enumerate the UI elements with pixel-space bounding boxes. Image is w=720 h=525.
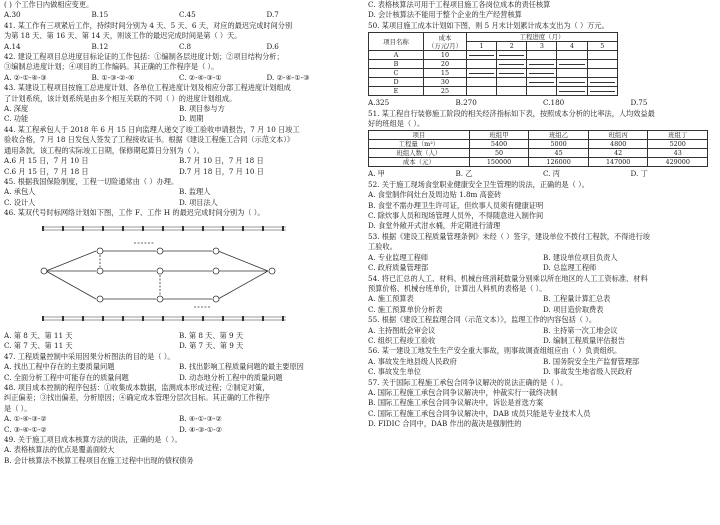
options [4,445,354,466]
question-text: 好的班组是（ ）。 [368,119,425,129]
question-text: 通用条款，该工程的实际竣工日期，保修期起算日分别为（ ）。 [4,145,204,155]
question-48 [4,383,354,435]
option-a: A. 食堂制作间灶台及周边贴 1.8m 高瓷砖 [368,190,502,200]
table-cell: 成本（元） [369,158,470,167]
question-text: 55. 根据《建设工程监理合同（示范文本）》，监理工作的内容包括（ ）。 [368,315,597,325]
table-cell: 50 [469,149,529,158]
table-cell: 429000 [648,158,708,167]
table-cell: 30 [424,78,467,87]
option-a: A.30 [4,10,21,20]
table-header-cell: 1 [467,42,497,51]
option-b: B. 国务院安全生产监督管理部 [543,356,640,366]
option-d: D. 事故发生地省级人民政府 [543,367,633,377]
option-b: B.270 [455,98,477,108]
option-d: D.7 [266,10,279,20]
question-text: 50. 某项目施工成本计划如下图，则 5 月末计划累计成本支出为（ ）万元。 [368,20,609,30]
table-header-cell: 班组甲 [469,131,529,140]
option-d: D.75 [630,98,648,108]
table-cell [557,51,587,60]
table-header-cell: 3 [527,42,557,51]
network-arrows [46,243,268,307]
question-text: 是（ ）。 [4,403,32,413]
option-c: C. 施工预算单价分析表 [368,304,443,314]
option-d: D. 项目法人 [179,197,218,207]
question-40-tail [4,0,354,21]
question-text: 57. 关于国际工程施工承包合同争议解决的说法正确的是（ ）。 [368,377,568,387]
question-text: 纠正偏差；③找出偏差，分析原因；④确定成本管理分层次目标。其正确的工作程序 [4,393,270,403]
table-header-cell: 项目名称 [369,33,424,51]
time-scaled-network-diagram [4,221,354,329]
option-c: C. ②-④-③-① [179,72,222,82]
option-b: B. 乙 [455,169,473,179]
option-d: D. 丁 [630,169,648,179]
question-text: 52. 关于施工现场食堂职业健康安全卫生管理的说法，正确的是（ ）。 [368,179,589,189]
progress-bar-cell [467,69,497,78]
option-b: B. 国际工程施工承包合同争议解决中，诉讼是首选方案 [368,398,544,408]
options [4,156,354,177]
question-text: ③编制总进度计划；④项目的工作编码。其正确的工作程序是（ ）。 [4,62,219,72]
question-55 [368,315,718,346]
option-b: B.7 月 10 日，7 月 18 日 [179,156,264,166]
option-d: D. 总监理工程师 [543,263,597,273]
option-a: A. 事故发生地县级人民政府 [368,356,457,366]
option-a: A. ①-④-③-② [4,414,47,424]
table-cell [527,87,557,96]
right-column [368,0,718,430]
table-cell [497,87,527,96]
option-b: B. 工程量计算汇总表 [543,294,611,304]
option-d: D. 会计核算法不能用于整个企业的生产经营核算 [368,10,522,20]
option-c: C.8 [179,41,192,51]
table-cell: 126000 [529,158,589,167]
question-text: ( ) 个工作日内做相应变更。 [4,0,94,9]
option-b: B. 主持第一次工地会议 [543,325,618,335]
table-header-cell: 工程进度（月） [467,33,618,42]
option-d: D. 第 7 天、第 9 天 [179,341,244,351]
option-a: A. 第 8 天、第 11 天 [4,330,73,340]
table-cell: B [369,60,424,69]
progress-bar-cell [527,69,557,78]
table-row [369,51,618,60]
table-cell [467,87,497,96]
table-row [369,149,708,158]
question-text: 56. 某一建设工地发生生产安全重大事故，则事故调查组组应由（ ）负责组织。 [368,346,622,356]
table-header-cell: 项目 [369,131,470,140]
table-cell: E [369,87,424,96]
table-header-row [369,131,708,140]
option-c: C. 政府质量管理部 [368,263,429,273]
option-c: C. 全面分析工程中可能存在的质量问题 [4,372,129,382]
table-header-row [369,33,618,42]
question-text: 53. 根据《建设工程质量管理条例》未经（ ）签字，建设单位不拨付工程款，不得进行竣 [368,231,650,241]
table-cell [467,60,497,69]
option-d: D. 动态地分析工程中的质量问题 [179,372,283,382]
option-a: A. 施工预算表 [368,294,414,304]
table-header-cell: 5 [587,42,617,51]
option-a: A. 找出工程中存在的主要质量问题 [4,362,115,372]
option-a: A. 深度 [4,104,29,114]
question-text: 49. 关于施工项目成本核算方法的说法，正确的是（ ）。 [4,435,182,444]
option-a: A. 甲 [368,169,385,179]
option-b: B.12 [91,41,109,51]
option-b: B. 会计核算法不核算工程项目在施工过程中出现的债权债务 [4,455,194,465]
table-cell [527,51,557,60]
progress-bar-cell [467,51,497,60]
table-cell: 20 [424,60,467,69]
options [4,10,354,20]
option-c: C. 国际工程施工承包合同争议解决中，DAB 成员只能是专业技术人员 [368,408,591,418]
option-c: C.180 [543,98,565,108]
option-a: A.14 [4,41,21,51]
question-49-continued [368,0,718,21]
option-a: A. ②-①-④-③ [4,72,47,82]
options [4,331,354,352]
options [4,414,354,435]
option-d: D.7 月 18 日，7 月 10 日 [179,166,264,176]
table-cell: C [369,69,424,78]
progress-bar-cell [557,60,587,69]
table-cell [467,78,497,87]
progress-bar-cell [557,78,587,87]
progress-bar-cell [527,60,557,69]
option-a: A. 专业监理工程师 [368,252,429,262]
question-56 [368,346,718,377]
option-d: D. 项目造价取费表 [543,304,604,314]
table-cell: D [369,78,424,87]
options [368,357,718,378]
question-text: 预算价格、机械台班单价，计算出人料机的表格是（ ）。 [368,283,547,293]
option-c: C. ③-④-①-② [4,424,47,434]
option-b: B. 第 8 天、第 9 天 [179,330,244,340]
option-b: B. ④-①-③-② [179,414,222,424]
table-header-cell: 2 [497,42,527,51]
table-cell: 15 [424,69,467,78]
progress-bar-cell [497,60,527,69]
question-text: 48. 项目成本控制的程序包括：①收集成本数据，监测成本形成过程；②制定对策， [4,382,270,392]
question-54 [368,274,718,316]
progress-bar-cell [587,78,617,87]
option-b: B. ①-③-②-④ [91,72,135,82]
table-cell: 25 [424,87,467,96]
table-cell: 班组人数（人） [369,149,470,158]
options [4,42,354,52]
question-text: 45. 根据我国保险制度，工程一切险通常由（ ）办理。 [4,176,179,186]
question-51 [368,109,718,180]
cost-plan-table [368,32,618,96]
option-b: B. 建设单位项目负责人 [543,252,618,262]
question-43 [4,83,354,125]
option-d: D. 周期 [179,114,204,124]
table-cell: 5200 [648,140,708,149]
option-c: C. 丙 [543,169,560,179]
options [368,98,718,108]
option-a: A. 主持图纸会审会议 [368,325,436,335]
question-text: 42. 建设工程项目总进度目标论证的工作包括：①编制各层进度计划；②项目结构分析； [4,52,284,62]
question-57 [368,378,718,430]
table-cell [587,69,617,78]
option-b: B. 监理人 [179,187,211,197]
options [368,253,718,274]
table-row [369,158,708,167]
table-cell: 42 [588,149,648,158]
option-d: D. 食堂外敞开式泔水桶，并定期进行清理 [368,221,501,231]
network-diagram-figure [4,221,304,326]
progress-bar-cell [557,87,587,96]
question-52 [368,180,718,232]
table-header-cell: 班组乙 [529,131,589,140]
option-a: A. 承包人 [4,187,36,197]
option-d: D. ④-③-①-② [179,424,223,434]
question-text: 54. 将已汇总的人工、材料、机械台班消耗数量分别乘以所在地区的人工工资标准、材料 [368,273,648,283]
progress-bar-cell [587,87,617,96]
table-header-cell: 4 [557,42,587,51]
table-row [369,60,618,69]
progress-bar-cell [497,51,527,60]
table-row [369,87,618,96]
table-header-cell: 班组丙 [588,131,648,140]
question-50 [368,21,718,109]
question-46 [4,208,354,352]
options [368,169,718,179]
options [4,73,354,83]
table-cell [497,78,527,87]
question-text: 41. 某工作有三项紧后工作，持续时间分别为 4 天、5 天、6 天，对应的最迟完成时间分别 [4,20,293,30]
option-c: C.6 月 15 日，7 月 18 日 [4,166,89,176]
options [4,187,354,208]
question-text: 了计划系统，该计划系统是由多个相互关联的不同（ ）的进度计划组成。 [4,93,237,103]
table-row [369,140,708,149]
option-b: B. 项目参与方 [179,104,225,114]
option-a: A. 表格核算法的优点是覆盖面较大 [4,445,115,455]
table-cell [587,51,617,60]
table-cell [587,60,617,69]
option-c: C. 组织工程竣工验收 [368,335,436,345]
table-cell: 43 [648,149,708,158]
options [4,362,354,383]
option-a: A. 国际工程施工承包合同争议解决中，仲裁实行一裁终决制 [368,387,558,397]
question-text: 44. 某工程承包人于 2018 年 6 月 15 日向监理人递交了竣工验收申请报告，7 月 10 日竣工 [4,124,300,134]
left-column [4,0,354,466]
question-text: 为第 18 天、第 16 天、第 14 天，则该工作的最迟完成时间是第（ ）天。 [4,31,242,41]
option-c: C. 表格核算法可用于工程项目施工各岗位成本的责任核算 [368,0,551,9]
table-cell: A [369,51,424,60]
network-nodes [41,248,275,302]
options [4,104,354,125]
question-text: 46. 某双代号时标网络计划如下图，工作 F、工作 H 的最迟完成时间分别为（ ）。 [4,208,265,218]
question-text: 验收合格，7 月 18 日发包人签发了工程接收证书。根据《建设工程施工合同（示范文本）》 [4,135,295,145]
table-row [369,78,618,87]
question-53 [368,232,718,274]
question-text: 51. 某工程自行装修施工阶段的相关经济指标如下表，按照成本分析的比率法，人均效益最 [368,108,655,118]
option-c: C. 除炊事人员和现场管理人员外，不得随意进入制作间 [368,211,544,221]
table-cell: 147000 [588,158,648,167]
table-cell: 10 [424,51,467,60]
table-header-cell: 班组丁 [648,131,708,140]
table-cell: 4800 [588,140,648,149]
table-cell: 5000 [529,140,589,149]
question-42 [4,52,354,83]
table-cell: 45 [529,149,589,158]
option-c: C. 设计人 [4,197,36,207]
options [368,388,718,430]
question-text: 工验收。 [368,242,397,252]
option-b: B. 找出影响工程质量问题的最主要原因 [179,362,304,372]
option-a: A.325 [368,98,390,108]
question-45 [4,177,354,208]
option-d: D.6 [266,41,279,51]
option-c: C. 事故发生单位 [368,367,421,377]
option-b: B. 食堂不需办理卫生许可证，但炊事人员须有健康证明 [368,200,544,210]
option-d: D. 编制工程质量评估报告 [543,335,625,345]
table-row [369,69,618,78]
question-text: 47. 工程质量控制中采用因果分析图法的目的是（ ）。 [4,351,175,361]
question-47 [4,352,354,383]
progress-bar-cell [497,69,527,78]
options [368,326,718,347]
question-44 [4,125,354,177]
option-d: D. FIDIC 合同中，DAB 作出的裁决是强制性的 [368,419,522,429]
question-text: 43. 某建设工程项目按施工总进度计划、各单位工程进度计划及相应分部工程进度计划组成 [4,83,291,93]
option-c: C.45 [179,10,196,20]
option-d: D. ②-④-①-③ [266,72,310,82]
table-cell: 150000 [469,158,529,167]
option-b: B.15 [91,10,109,20]
option-a: A.6 月 15 日，7 月 10 日 [4,156,89,166]
table-cell: 5400 [469,140,529,149]
question-41 [4,21,354,52]
table-cell: 工程量（m²） [369,140,470,149]
option-c: C. 功能 [4,114,29,124]
progress-bar-cell [527,78,557,87]
economic-indicator-table [368,130,708,167]
question-49 [4,435,354,466]
options [368,294,718,315]
table-header-cell [424,33,467,51]
option-c: C. 第 7 天、第 11 天 [4,341,73,351]
options [368,190,718,232]
cost-header-text: 成本 （万元/月） [427,33,463,50]
table-cell [557,69,587,78]
